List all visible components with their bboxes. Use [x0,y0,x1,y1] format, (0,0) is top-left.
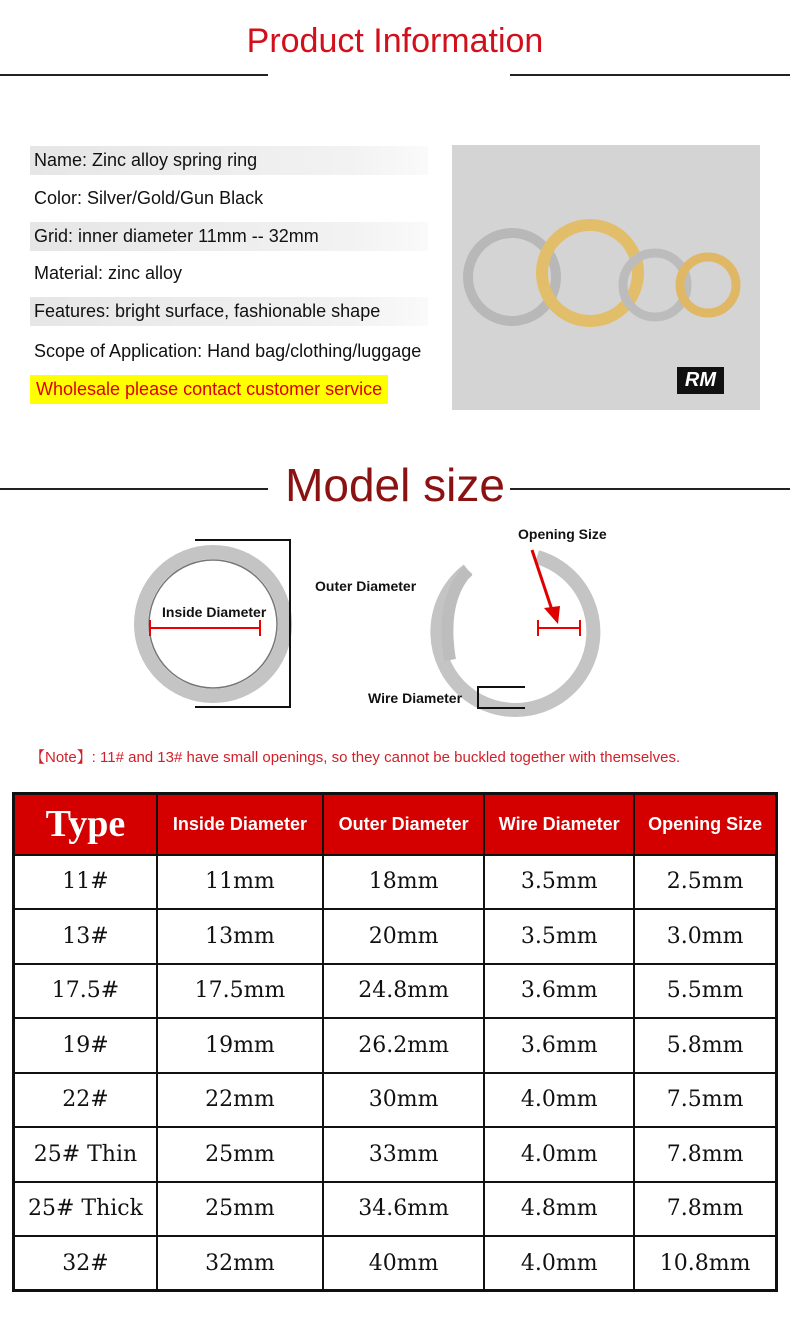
table-cell: 17.5# [14,964,157,1019]
size-table [12,792,778,1292]
table-cell: 10.8mm [634,1236,776,1291]
table-cell: 34.6mm [323,1182,484,1237]
table-cell: 40mm [323,1236,484,1291]
table-cell: 25mm [157,1127,323,1182]
divider [0,74,268,76]
header-inside: Inside Diameter [157,794,323,855]
table-cell: 25# Thick [14,1182,157,1237]
table-cell: 13mm [157,909,323,964]
inside-diameter-label: Inside Diameter [162,604,267,620]
note-text: 【Note】: 11# and 13# have small openings, so they cannot be buckled together with themselves. [30,749,681,766]
info-grid: Grid: inner diameter 11mm -- 32mm [30,222,428,251]
table-cell: 7.5mm [634,1073,776,1128]
table-row [14,1236,777,1291]
table-cell: 4.0mm [484,1073,634,1128]
table-cell: 4.0mm [484,1236,634,1291]
table-cell: 3.0mm [634,909,776,964]
table-cell: 20mm [323,909,484,964]
table-row [14,964,777,1019]
info-color: Color: Silver/Gold/Gun Black [34,188,264,208]
product-photo [452,145,760,410]
info-scope: Scope of Application: Hand bag/clothing/luggage [34,341,422,361]
table-cell: 3.6mm [484,1018,634,1073]
table-cell: 3.5mm [484,909,634,964]
table-cell: 26.2mm [323,1018,484,1073]
table-row [14,1127,777,1182]
table-row [14,1073,777,1128]
table-cell: 13# [14,909,157,964]
opening-size-label: Opening Size [518,526,607,542]
table-row [14,855,777,910]
table-cell: 25# Thin [14,1127,157,1182]
table-cell: 22# [14,1073,157,1128]
wholesale-notice: Wholesale please contact customer service [30,375,388,404]
table-cell: 32# [14,1236,157,1291]
table-cell: 5.5mm [634,964,776,1019]
table-cell: 18mm [323,855,484,910]
table-cell: 32mm [157,1236,323,1291]
table-cell: 17.5mm [157,964,323,1019]
header-wire: Wire Diameter [484,794,634,855]
table-cell: 4.0mm [484,1127,634,1182]
table-cell: 2.5mm [634,855,776,910]
table-row [14,909,777,964]
outer-diameter-label: Outer Diameter [315,578,417,594]
table-cell: 25mm [157,1182,323,1237]
table-cell: 11# [14,855,157,910]
table-cell: 7.8mm [634,1127,776,1182]
table-cell: 33mm [323,1127,484,1182]
table-cell: 24.8mm [323,964,484,1019]
table-cell: 3.6mm [484,964,634,1019]
header-outer: Outer Diameter [323,794,484,855]
table-row [14,1018,777,1073]
info-name: Name: Zinc alloy spring ring [30,146,428,175]
table-cell: 19# [14,1018,157,1073]
info-features: Features: bright surface, fashionable shape [30,297,428,326]
header-opening: Opening Size [634,794,776,855]
table-row [14,1182,777,1237]
table-cell: 5.8mm [634,1018,776,1073]
table-cell: 7.8mm [634,1182,776,1237]
table-cell: 4.8mm [484,1182,634,1237]
product-information-title: Product Information [246,22,544,60]
table-cell: 30mm [323,1073,484,1128]
header-type: Type [14,794,157,855]
model-size-title: Model size [285,459,505,511]
rm-logo: RM [677,367,724,394]
table-cell: 19mm [157,1018,323,1073]
info-material: Material: zinc alloy [34,263,183,283]
wire-diameter-label: Wire Diameter [368,690,463,706]
divider [510,74,790,76]
table-cell: 3.5mm [484,855,634,910]
table-cell: 22mm [157,1073,323,1128]
table-cell: 11mm [157,855,323,910]
